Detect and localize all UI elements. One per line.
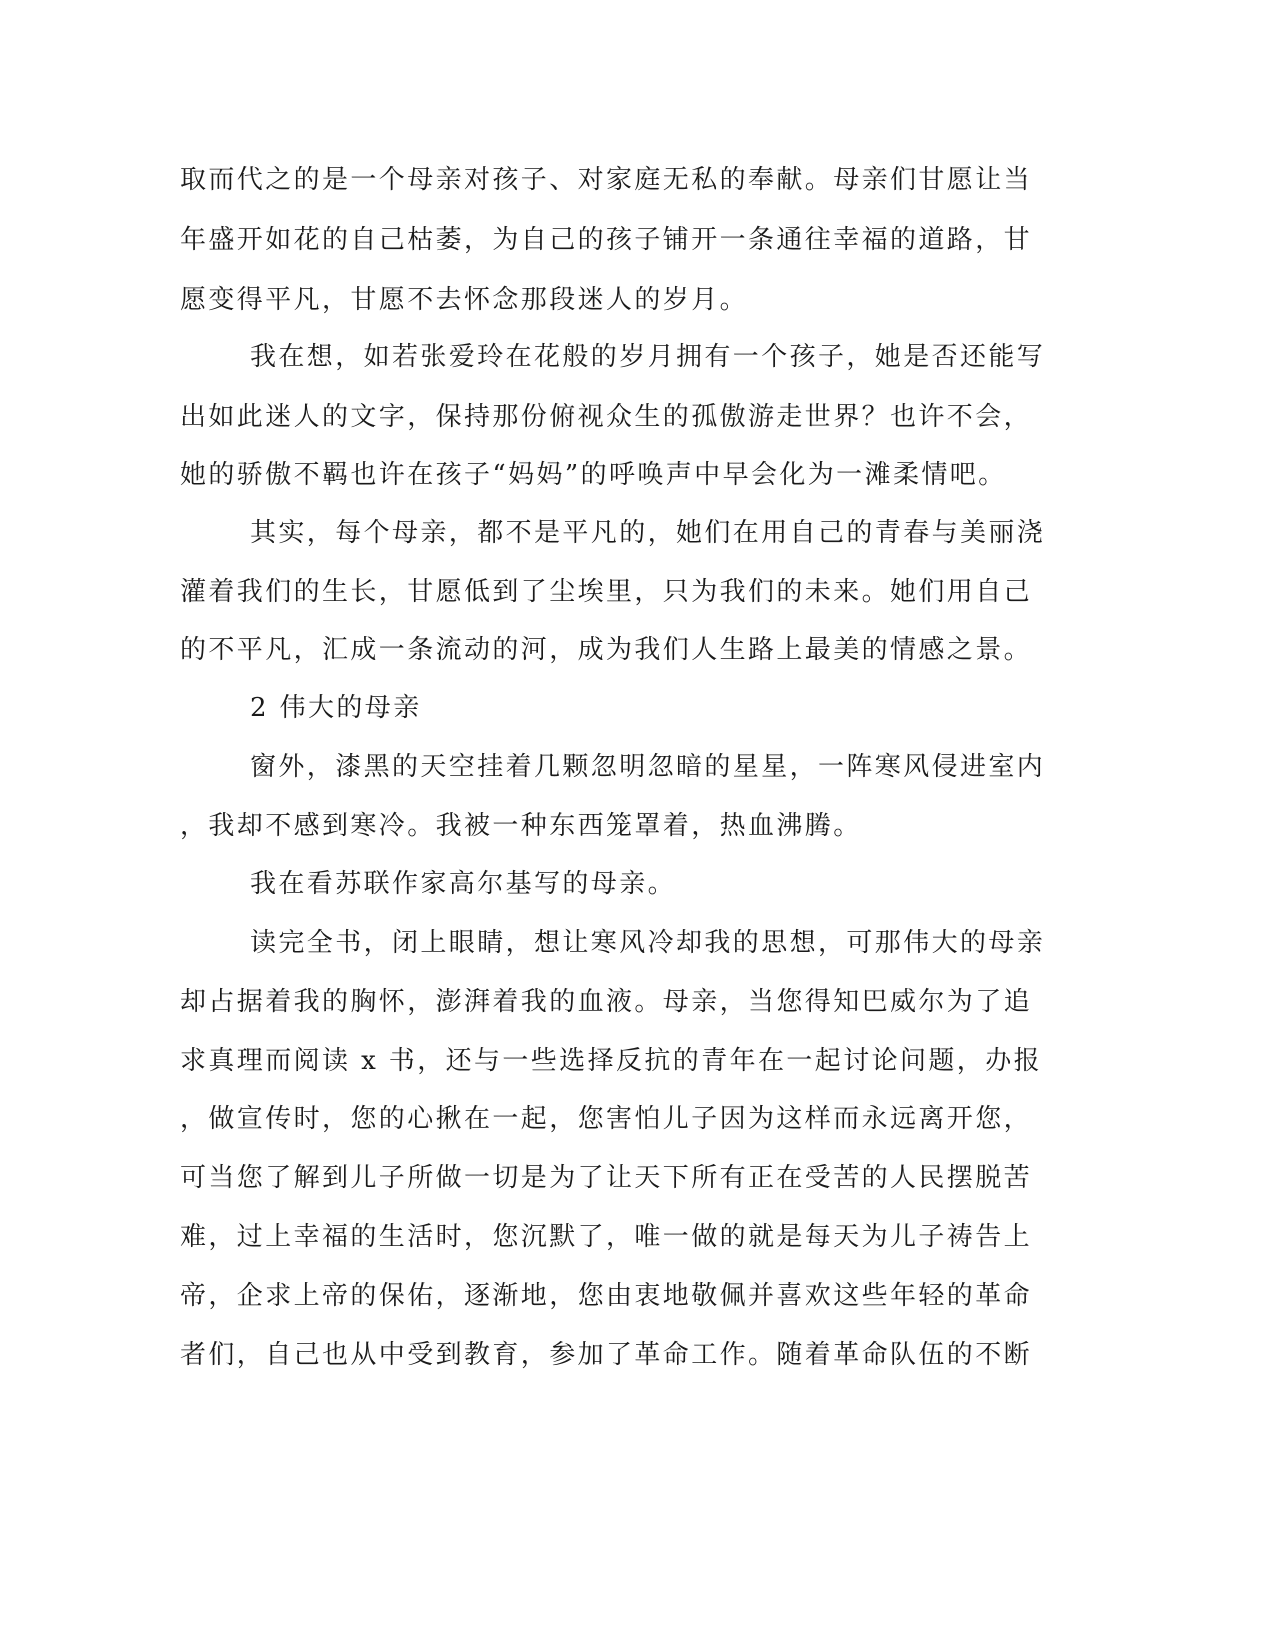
text-line: 帝，企求上帝的保佑，逐渐地，您由衷地敬佩并喜欢这些年轻的革命 <box>180 1281 1033 1311</box>
text-line: 我在看苏联作家高尔基写的母亲。 <box>250 869 677 899</box>
text-line: 读完全书，闭上眼睛，想让寒风冷却我的思想，可那伟大的母亲 <box>250 928 1046 958</box>
text-line: 出如此迷人的文字，保持那份俯视众生的孤傲游走世界？也许不会， <box>180 402 1033 432</box>
text-line: 年盛开如花的自己枯萎，为自己的孩子铺开一条通往幸福的道路，甘 <box>180 225 1033 255</box>
text-line: 我在想，如若张爱玲在花般的岁月拥有一个孩子，她是否还能写 <box>250 342 1046 372</box>
section-heading: 2 伟大的母亲 <box>250 693 422 723</box>
text-line: 灌着我们的生长，甘愿低到了尘埃里，只为我们的未来。她们用自己 <box>180 577 1033 607</box>
text-line: 愿变得平凡，甘愿不去怀念那段迷人的岁月。 <box>180 285 749 315</box>
text-line: 难，过上幸福的生活时，您沉默了，唯一做的就是每天为儿子祷告上 <box>180 1222 1033 1252</box>
text-line: 却占据着我的胸怀，澎湃着我的血液。母亲，当您得知巴威尔为了追 <box>180 987 1033 1017</box>
text-line: 可当您了解到儿子所做一切是为了让天下所有正在受苦的人民摆脱苦 <box>180 1163 1033 1193</box>
text-line: ，做宣传时，您的心揪在一起，您害怕儿子因为这样而永远离开您， <box>180 1104 1033 1134</box>
text-line: 其实，每个母亲，都不是平凡的，她们在用自己的青春与美丽浇 <box>250 518 1046 548</box>
text-line: ，我却不感到寒冷。我被一种东西笼罩着，热血沸腾。 <box>180 811 862 841</box>
text-line: 者们，自己也从中受到教育，参加了革命工作。随着革命队伍的不断 <box>180 1340 1033 1370</box>
text-line: 取而代之的是一个母亲对孩子、对家庭无私的奉献。母亲们甘愿让当 <box>180 165 1033 195</box>
text-line: 窗外，漆黑的天空挂着几颗忽明忽暗的星星，一阵寒风侵进室内 <box>250 752 1046 782</box>
text-line: 她的骄傲不羁也许在孩子“妈妈”的呼唤声中早会化为一滩柔情吧。 <box>180 460 1007 490</box>
text-line: 求真理而阅读 x 书，还与一些选择反抗的青年在一起讨论问题，办报 <box>180 1046 1042 1076</box>
text-line: 的不平凡，汇成一条流动的河，成为我们人生路上最美的情感之景。 <box>180 635 1033 665</box>
